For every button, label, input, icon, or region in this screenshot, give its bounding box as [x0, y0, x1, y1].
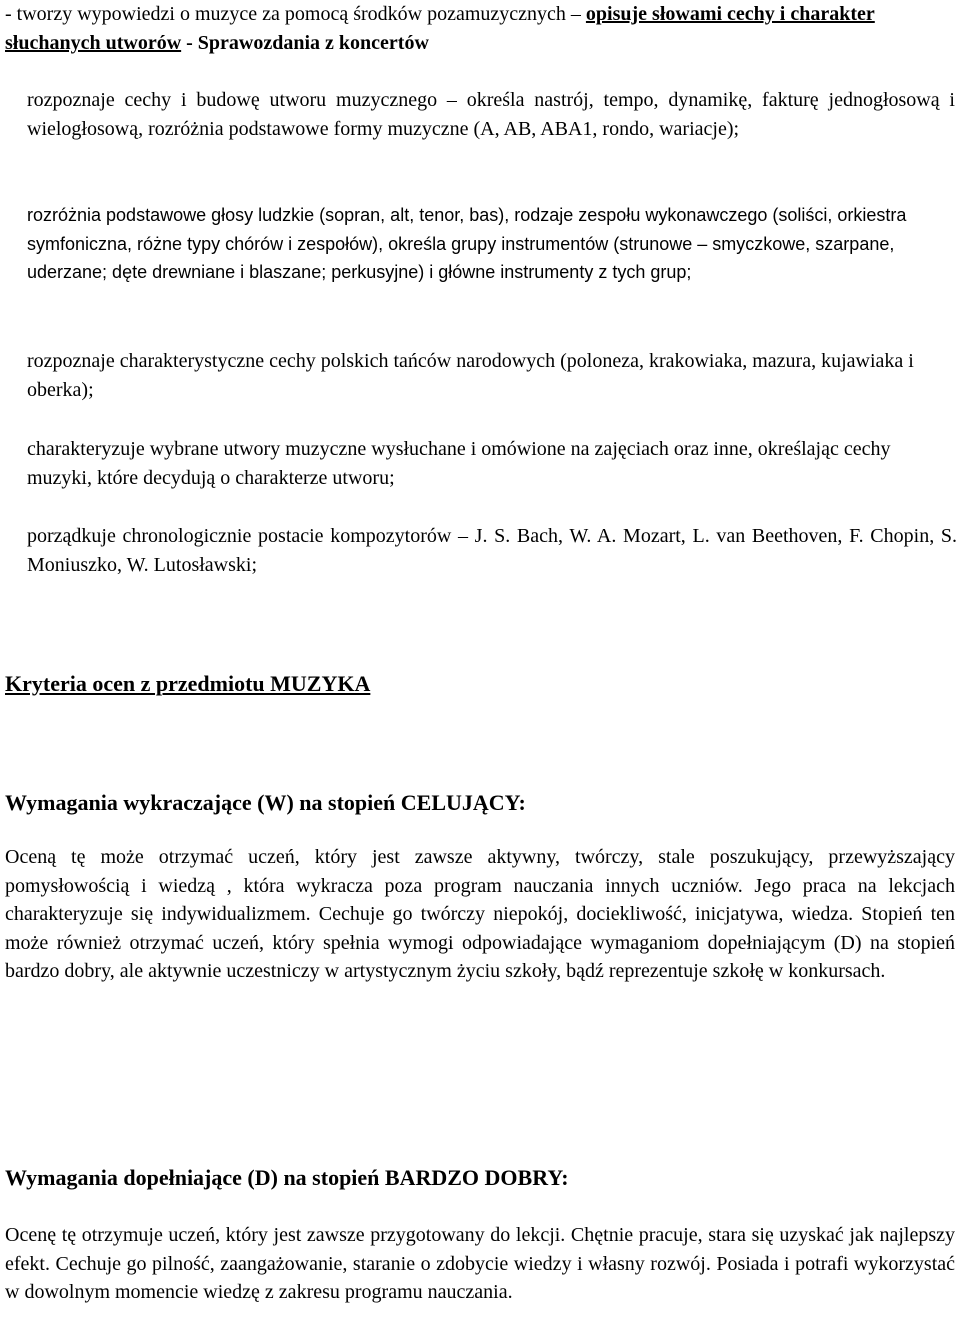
item-text: rozróżnia podstawowe głosy ludzkie (sopran, alt, tenor, bas), rodzaje zespołu wykonawczego (soliści, orkiestra symfoniczna, różne typy chórów i zespołów), określa grupy instrumentów (strunowe – smyczkowe, szarpane, uderzane; dęte drewniane i blaszane; perkusyjne) i główne instrumenty z tych grup; — [27, 205, 907, 283]
requirement-item-1 — [5, 0, 955, 57]
item-tail: - Sprawozdania z koncertów — [186, 31, 429, 54]
item-dash — [5, 435, 27, 464]
requirement-item-3 — [5, 201, 957, 287]
item-dash — [5, 522, 27, 551]
item-text: charakteryzuje wybrane utwory muzyczne wysłuchane i omówione na zajęciach oraz inne, określając cechy muzyki, które decydują o charakterze utworu; — [27, 438, 891, 489]
requirement-item-5 — [5, 435, 957, 492]
celujacy-body: Oceną tę może otrzymać uczeń, który jest zawsze aktywny, twórczy, stale poszukujący, przewyższający pomysłowością i wiedzą , która wykracza poza program nauczania innych uczniów. Jego praca na lekcjach charakteryzuje się indywidualizmem. Cechuje go twórczy niepokój, dociekliwość, inicjatywa, wiedza. Stopień ten może również otrzymać uczeń, który spełnia wymogi odpowiadające wymaganiom dopełniającym (D) na stopień bardzo dobry, ale aktywnie uczestniczy w artystycznym życiu szkoły, bądź reprezentuje szkołę w konkursach. — [5, 846, 955, 983]
item-dash — [5, 347, 27, 376]
item-dash — [5, 201, 27, 230]
requirement-item-2 — [5, 86, 955, 143]
item-text: rozpoznaje charakterystyczne cechy polskich tańców narodowych (poloneza, krakowiaka, mazura, kujawiaka i oberka); — [27, 350, 914, 401]
item-text: tworzy wypowiedzi o muzyce za pomocą środków pozamuzycznych – — [16, 3, 581, 25]
item-dash: - — [5, 3, 12, 25]
item-emphasis: opisuje słowami cechy i charakter słuchanych utworów — [5, 3, 875, 54]
celujacy-heading: Wymagania wykraczające (W) na stopień CELUJĄCY: — [5, 790, 526, 815]
item-dash — [5, 86, 27, 115]
requirement-item-6 — [5, 522, 957, 579]
criteria-title: Kryteria ocen z przedmiotu MUZYKA — [5, 671, 371, 696]
item-text: rozpoznaje cechy i budowę utworu muzycznego – określa nastrój, tempo, dynamikę, fakturę jednogłosową i wielogłosową, rozróżnia podstawowe formy muzyczne (A, AB, ABA1, rondo, wariacje); — [27, 89, 955, 140]
item-text: porządkuje chronologicznie postacie kompozytorów – J. S. Bach, W. A. Mozart, L. van Beethoven, F. Chopin, S. Moniuszko, W. Lutosławski; — [27, 525, 957, 576]
bardzo-dobry-body: Ocenę tę otrzymuje uczeń, który jest zawsze przygotowany do lekcji. Chętnie pracuje, stara się uzyskać jak najlepszy efekt. Cechuje go pilność, zaangażowanie, staranie o zdobycie wiedzy i własny rozwój. Posiada i potrafi wykorzystać w dowolnym momencie wiedzę z zakresu programu nauczania. — [5, 1224, 955, 1304]
bardzo-dobry-heading: Wymagania dopełniające (D) na stopień BARDZO DOBRY: — [5, 1165, 569, 1190]
requirement-item-4 — [5, 347, 957, 404]
